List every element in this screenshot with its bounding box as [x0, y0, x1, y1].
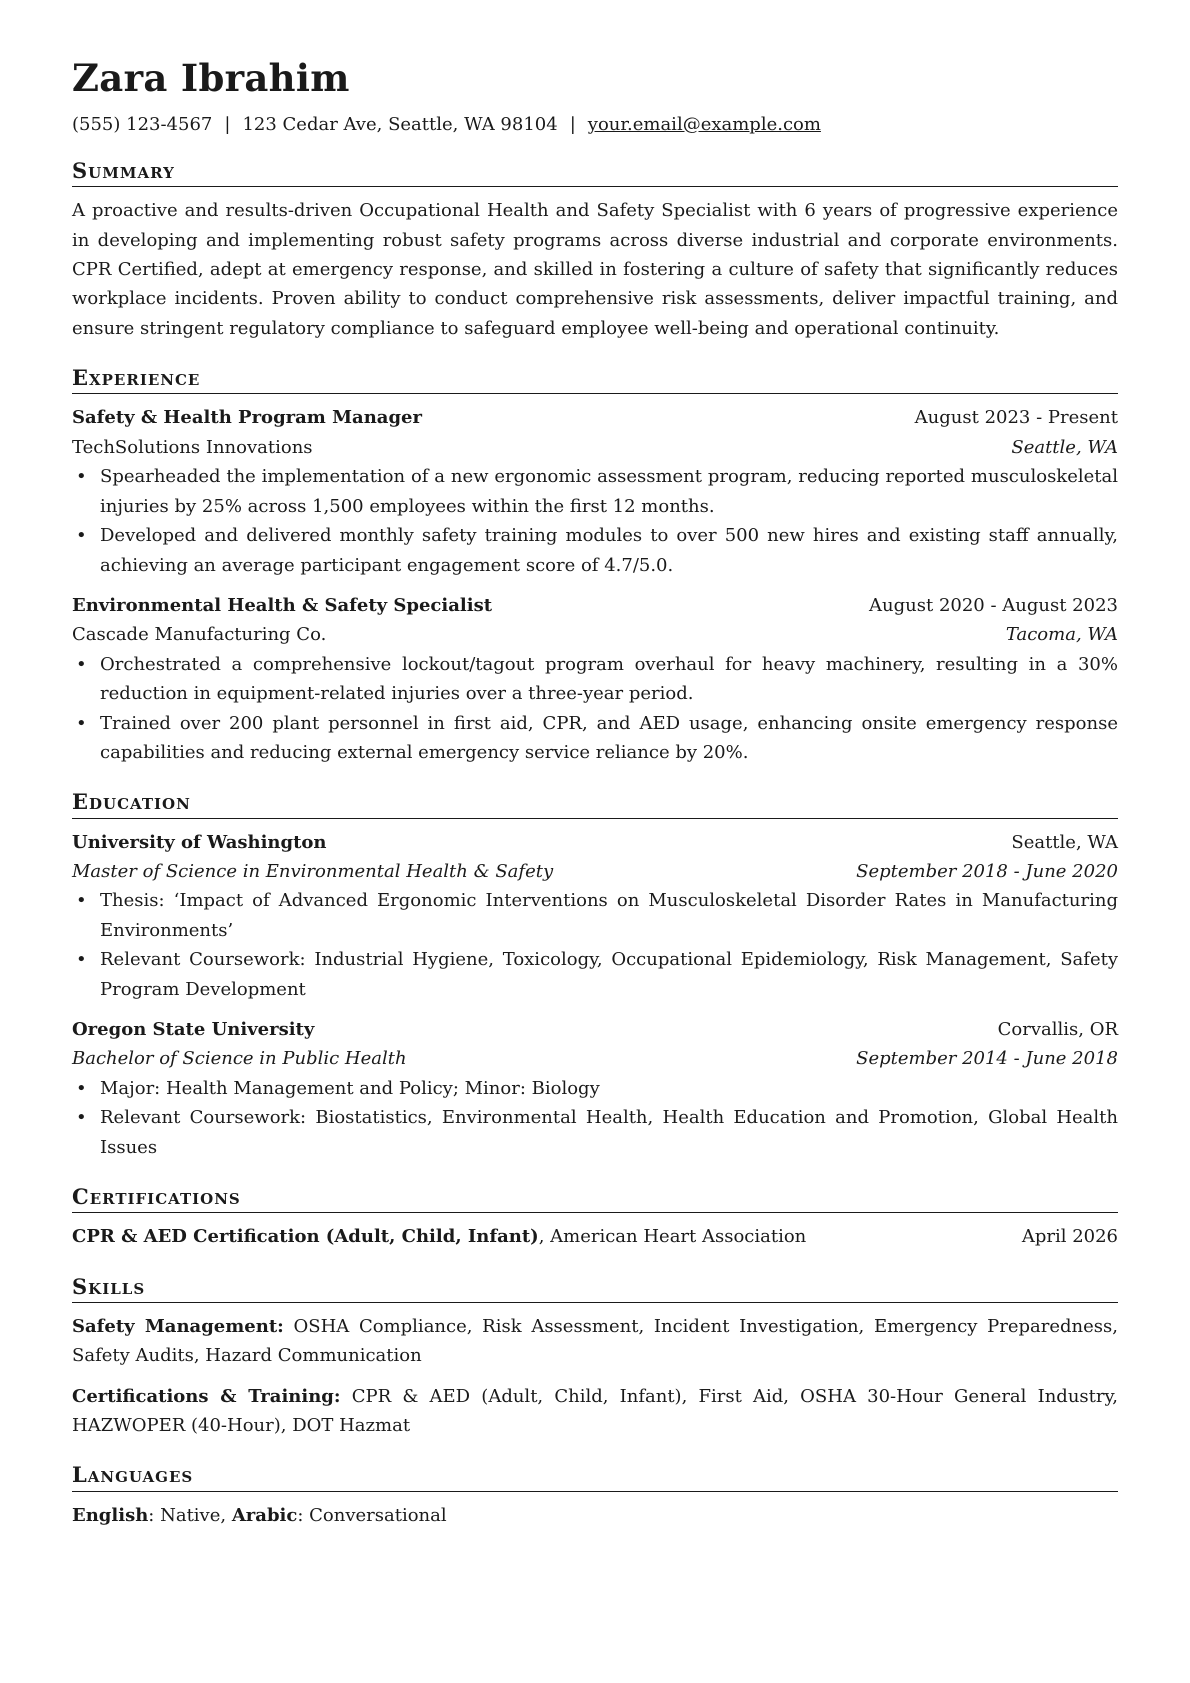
section-title-certifications: Certifications: [72, 1184, 1118, 1213]
language-level: : Native,: [148, 1504, 232, 1526]
school-location: Seattle, WA: [1011, 831, 1118, 853]
languages-section: [72, 1462, 1118, 1530]
job-bullets: [72, 650, 1118, 768]
skill-group-label: Certifications & Training:: [72, 1385, 341, 1407]
job-dates: August 2020 - August 2023: [869, 594, 1118, 616]
education-subheader: [72, 1044, 1118, 1073]
languages-line: [72, 1501, 1118, 1530]
job-header: [72, 591, 1118, 620]
job-bullet: • Orchestrated a comprehensive lockout/tagout program overhaul for heavy machinery, resulting in a 30% reduction in equipment-related injuries over a three-year period.: [100, 650, 1118, 709]
candidate-name: Zara Ibrahim: [72, 56, 350, 100]
skill-group-text: OSHA Compliance, Risk Assessment, Incident Investigation, Emergency Preparedness, Safety Audits, Hazard Communication: [72, 1315, 1118, 1367]
job-company: Cascade Manufacturing Co.: [72, 624, 327, 646]
job-header: [72, 403, 1118, 432]
certification-text: [72, 1222, 806, 1251]
job-bullet: • Developed and delivered monthly safety training modules to over 500 new hires and existing staff annually, achieving an average participant engagement score of 4.7/5.0.: [100, 521, 1118, 580]
language-name: English: [72, 1504, 149, 1526]
certification-item: [72, 1222, 1118, 1251]
skill-group: [72, 1382, 1118, 1441]
skills-section: [72, 1274, 1118, 1441]
education-subheader: [72, 857, 1118, 886]
certification-date: April 2026: [1021, 1226, 1118, 1248]
section-title-summary: Summary: [72, 158, 1118, 187]
experience-section: [72, 365, 1118, 767]
education-dates: September 2014 - June 2018: [856, 1048, 1118, 1070]
job-entry: [72, 403, 1118, 579]
school-location: Corvallis, OR: [997, 1018, 1118, 1040]
education-bullet: • Thesis: ‘Impact of Advanced Ergonomic Interventions on Musculoskeletal Disorder Rates in Manufacturing Environments’: [100, 886, 1118, 945]
contact-line: [72, 113, 1118, 136]
summary-text: A proactive and results-driven Occupational Health and Safety Specialist with 6 years of progressive experience in developing and implementing robust safety programs across diverse industrial and corporate environments. CPR Certified, adept at emergency response, and skilled in fostering a culture of safety that significantly reduces workplace incidents. Proven ability to conduct comprehensive risk assessments, deliver impactful training, and ensure stringent regulatory compliance to safeguard employee well-being and operational continuity.: [72, 200, 1118, 339]
degree: Bachelor of Science in Public Health: [72, 1048, 407, 1070]
summary-section: [72, 158, 1118, 343]
education-entry: [72, 1015, 1118, 1162]
certification-issuer: , American Heart Association: [538, 1226, 807, 1248]
education-bullet: • Relevant Coursework: Industrial Hygiene, Toxicology, Occupational Epidemiology, Risk Management, Safety Program Development: [100, 945, 1118, 1004]
email-link[interactable]: your.email@example.com: [587, 113, 821, 135]
job-company: TechSolutions Innovations: [72, 436, 313, 458]
section-title-education: Education: [72, 789, 1118, 818]
school-name: University of Washington: [72, 831, 327, 853]
education-dates: September 2018 - June 2020: [856, 860, 1118, 882]
education-entry: [72, 828, 1118, 1004]
education-header: [72, 828, 1118, 857]
school-name: Oregon State University: [72, 1018, 315, 1040]
address: 123 Cedar Ave, Seattle, WA 98104: [242, 113, 558, 135]
job-location: Seattle, WA: [1011, 436, 1118, 458]
job-bullet: • Spearheaded the implementation of a new ergonomic assessment program, reducing reported musculoskeletal injuries by 25% across 1,500 employees within the first 12 months.: [100, 462, 1118, 521]
job-role: Environmental Health & Safety Specialist: [72, 594, 493, 616]
skill-group-label: Safety Management:: [72, 1315, 284, 1337]
contact-separator: |: [224, 113, 231, 135]
section-title-skills: Skills: [72, 1274, 1118, 1303]
language-level: : Conversational: [297, 1504, 447, 1526]
education-header: [72, 1015, 1118, 1044]
education-bullets: [72, 1074, 1118, 1162]
section-title-experience: Experience: [72, 365, 1118, 394]
language-name: Arabic: [231, 1504, 298, 1526]
section-title-languages: Languages: [72, 1462, 1118, 1491]
job-entry: [72, 591, 1118, 767]
job-subheader: [72, 620, 1118, 649]
education-bullets: [72, 886, 1118, 1004]
education-bullet: • Relevant Coursework: Biostatistics, Environmental Health, Health Education and Promotion, Global Health Issues: [100, 1103, 1118, 1162]
skill-group: [72, 1312, 1118, 1371]
certification-name: CPR & AED Certification (Adult, Child, Infant): [72, 1226, 539, 1248]
job-bullets: [72, 462, 1118, 580]
education-section: [72, 789, 1118, 1162]
job-location: Tacoma, WA: [1005, 624, 1118, 646]
job-subheader: [72, 433, 1118, 462]
degree: Master of Science in Environmental Health & Safety: [72, 860, 554, 882]
job-bullet: • Trained over 200 plant personnel in first aid, CPR, and AED usage, enhancing onsite emergency response capabilities and reducing external emergency service reliance by 20%.: [100, 709, 1118, 768]
contact-separator: |: [569, 113, 576, 135]
job-dates: August 2023 - Present: [914, 407, 1118, 429]
phone: (555) 123-4567: [72, 113, 213, 135]
education-bullet: • Major: Health Management and Policy; Minor: Biology: [100, 1074, 1118, 1103]
job-role: Safety & Health Program Manager: [72, 407, 422, 429]
certifications-section: [72, 1184, 1118, 1252]
skill-group-text: CPR & AED (Adult, Child, Infant), First Aid, OSHA 30-Hour General Industry, HAZWOPER (40-Hour), DOT Hazmat: [72, 1385, 1118, 1437]
